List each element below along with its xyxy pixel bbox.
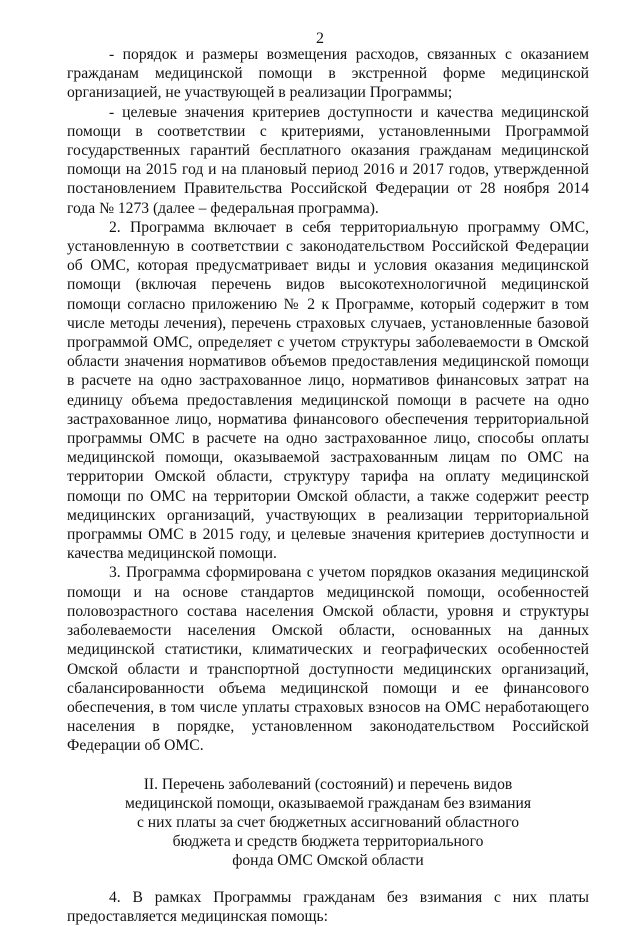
paragraph-program-formation: 3. Программа сформирована с учетом порядков оказания медицинской помощи и на основе стандартов медицинской помощи, особенностей половозрастного состава населения Омской области, уровня и структуры заболеваемости населения Омской области, основанных на данных медицинской статистики, климатических и географических особенностей Омской области и транспортной доступности медицинских организаций, сбалансированности объема медицинской помощи и ее финансового обеспечения, в том числе уплаты страховых взносов на ОМС неработающего населения в порядке, установленном законодательством Российской Федерации об ОМС.: [67, 564, 589, 755]
paragraph-free-medical-care: 4. В рамках Программы гражданам без взимания с них платы предоставляется медицинская помощь:: [67, 888, 589, 925]
document-body: [67, 45, 589, 926]
section-heading: II. Перечень заболеваний (состояний) и перечень видов медицинской помощи, оказываемой гражданам без взимания с них платы за счет бюджетных ассигнований областного бюджета и средств бюджета территориального фонда ОМС Омской области: [125, 775, 531, 870]
paragraph-target-criteria: - целевые значения критериев доступности и качества медицинской помощи в соответствии с критериями, установленными Программой государственных гарантий бесплатного оказания гражданам медицинской помощи на 2015 год и на плановый период 2016 и 2017 годов, утвержденной постановлением Правительства Российской Федерации от 28 ноября 2014 года № 1273 (далее – федеральная программа).: [67, 103, 589, 217]
paragraph-program-contents: 2. Программа включает в себя территориальную программу ОМС, установленную в соответствии с законодательством Российской Федерации об ОМС, которая предусматривает виды и условия оказания медицинской помощи (включая перечень видов высокотехнологичной медицинской помощи согласно приложению № 2 к Программе, который содержит в том числе методы лечения), перечень страховых случаев, установленные базовой программой ОМС, определяет с учетом структуры заболеваемости в Омской области значения нормативов объемов предоставления медицинской помощи в расчете на одно застрахованное лицо, нормативов финансовых затрат на единицу объема предоставления медицинской помощи в расчете на одно застрахованное лицо, норматива финансового обеспечения территориальной программы ОМС в расчете на одно застрахованное лицо, способы оплаты медицинской помощи, оказываемой застрахованным лицам по ОМС на территории Омской области, структуру тарифа на оплату медицинской помощи по ОМС на территории Омской области, а также содержит реестр медицинских организаций, участвующих в реализации территориальной программы ОМС в 2015 году, и целевые значения критериев доступности и качества медицинской помощи.: [67, 218, 589, 563]
paragraph-reimbursement-procedure: - порядок и размеры возмещения расходов, связанных с оказанием гражданам медицинской помощи в экстренной форме медицинской организацией, не участвующей в реализации Программы;: [67, 46, 589, 102]
page-number: 2: [316, 30, 324, 47]
